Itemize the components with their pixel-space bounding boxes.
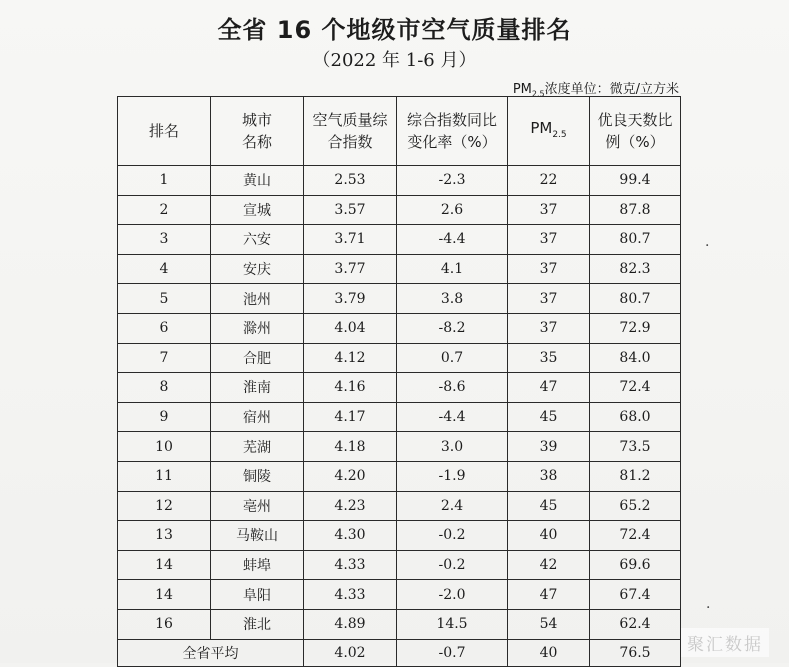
cell-rank: 11: [118, 461, 211, 491]
cell-change: -1.9: [397, 461, 508, 491]
header-good-line1: 优良天数比: [597, 111, 673, 129]
header-change-line2: 变化率（%）: [407, 133, 497, 151]
table-row: [118, 580, 681, 610]
cell-change: -8.2: [397, 313, 508, 343]
cell-good-days: 65.2: [590, 491, 681, 521]
cell-change: -4.4: [397, 402, 508, 432]
cell-city: 合肥: [211, 343, 304, 373]
cell-pm25: 47: [508, 373, 590, 403]
cell-change: -8.6: [397, 373, 508, 403]
cell-city: 黄山: [211, 166, 304, 196]
cell-rank: 13: [118, 521, 211, 551]
average-change: -0.7: [397, 639, 508, 666]
unit-suffix: 浓度单位：微克/立方米: [544, 82, 679, 97]
cell-change: 3.0: [397, 432, 508, 462]
cell-rank: 12: [118, 491, 211, 521]
cell-good-days: 80.7: [590, 225, 681, 255]
cell-rank: 9: [118, 402, 211, 432]
cell-change: 4.1: [397, 254, 508, 284]
cell-index: 2.53: [304, 166, 397, 196]
cell-city: 滁州: [211, 313, 304, 343]
cell-pm25: 37: [508, 254, 590, 284]
header-change-line1: 综合指数同比: [406, 111, 497, 129]
cell-good-days: 68.0: [590, 402, 681, 432]
table-row: [118, 521, 681, 551]
cell-change: -4.4: [397, 225, 508, 255]
table-row: [118, 284, 681, 314]
header-change: [397, 97, 508, 166]
table-row: [118, 373, 681, 403]
table-row: [118, 343, 681, 373]
cell-index: 4.30: [304, 521, 397, 551]
unit-sub: 2.5: [531, 89, 545, 99]
cell-good-days: 99.4: [590, 166, 681, 196]
cell-pm25: 45: [508, 402, 590, 432]
cell-change: 14.5: [397, 609, 508, 639]
cell-pm25: 37: [508, 195, 590, 225]
cell-change: 2.4: [397, 491, 508, 521]
cell-pm25: 37: [508, 225, 590, 255]
cell-good-days: 72.9: [590, 313, 681, 343]
cell-good-days: 84.0: [590, 343, 681, 373]
cell-pm25: 40: [508, 521, 590, 551]
cell-city: 六安: [211, 225, 304, 255]
average-row: [118, 639, 681, 666]
cell-change: -0.2: [397, 550, 508, 580]
cell-index: 3.57: [304, 195, 397, 225]
table-row: [118, 461, 681, 491]
cell-index: 4.20: [304, 461, 397, 491]
cell-rank: 6: [118, 313, 211, 343]
table-row: [118, 550, 681, 580]
cell-rank: 5: [118, 284, 211, 314]
ranking-table: [117, 96, 681, 667]
average-pm25: 40: [508, 639, 590, 666]
cell-index: 4.17: [304, 402, 397, 432]
cell-good-days: 87.8: [590, 195, 681, 225]
cell-rank: 16: [118, 609, 211, 639]
cell-city: 芜湖: [211, 432, 304, 462]
speck-mark: ·: [705, 238, 710, 254]
cell-pm25: 54: [508, 609, 590, 639]
table-row: [118, 313, 681, 343]
table-row: [118, 225, 681, 255]
cell-good-days: 73.5: [590, 432, 681, 462]
cell-index: 3.77: [304, 254, 397, 284]
cell-rank: 8: [118, 373, 211, 403]
cell-city: 亳州: [211, 491, 304, 521]
average-label: 全省平均: [118, 639, 304, 666]
table-row: [118, 432, 681, 462]
cell-rank: 3: [118, 225, 211, 255]
table-row: [118, 195, 681, 225]
cell-city: 宿州: [211, 402, 304, 432]
cell-pm25: 45: [508, 491, 590, 521]
cell-rank: 1: [118, 166, 211, 196]
table-row: [118, 491, 681, 521]
cell-rank: 14: [118, 550, 211, 580]
cell-good-days: 72.4: [590, 373, 681, 403]
table-header-row: [118, 97, 681, 166]
cell-city: 阜阳: [211, 580, 304, 610]
cell-index: 3.79: [304, 284, 397, 314]
cell-rank: 7: [118, 343, 211, 373]
header-pm-prefix: PM: [530, 118, 553, 137]
cell-change: 3.8: [397, 284, 508, 314]
average-index: 4.02: [304, 639, 397, 666]
header-pm-sub: 2.5: [552, 129, 567, 140]
cell-good-days: 82.3: [590, 254, 681, 284]
cell-good-days: 81.2: [590, 461, 681, 491]
cell-city: 蚌埠: [211, 550, 304, 580]
header-index: [304, 97, 397, 166]
cell-pm25: 38: [508, 461, 590, 491]
cell-good-days: 67.4: [590, 580, 681, 610]
cell-good-days: 62.4: [590, 609, 681, 639]
watermark: 聚汇数据: [681, 628, 769, 657]
average-good-days: 76.5: [590, 639, 681, 666]
cell-city: 马鞍山: [211, 521, 304, 551]
cell-index: 4.16: [304, 373, 397, 403]
table-row: [118, 166, 681, 196]
cell-index: 4.23: [304, 491, 397, 521]
cell-city: 淮南: [211, 373, 304, 403]
cell-city: 宣城: [211, 195, 304, 225]
unit-prefix: PM: [512, 82, 532, 97]
header-index-line1: 空气质量综: [312, 111, 388, 129]
cell-index: 4.04: [304, 313, 397, 343]
cell-change: 0.7: [397, 343, 508, 373]
speck-mark: ·: [706, 600, 711, 616]
cell-pm25: 37: [508, 284, 590, 314]
cell-city: 铜陵: [211, 461, 304, 491]
cell-pm25: 22: [508, 166, 590, 196]
document-title: 全省 16 个地级市空气质量排名: [217, 16, 572, 44]
cell-rank: 10: [118, 432, 211, 462]
cell-index: 4.12: [304, 343, 397, 373]
table-row: [118, 254, 681, 284]
header-city: [211, 97, 304, 166]
cell-pm25: 42: [508, 550, 590, 580]
cell-rank: 4: [118, 254, 211, 284]
cell-index: 4.33: [304, 550, 397, 580]
cell-pm25: 37: [508, 313, 590, 343]
cell-pm25: 35: [508, 343, 590, 373]
header-index-line2: 合指数: [327, 133, 373, 151]
cell-change: 2.6: [397, 195, 508, 225]
header-city-line1: 城市: [241, 111, 272, 129]
cell-rank: 2: [118, 195, 211, 225]
cell-city: 淮北: [211, 609, 304, 639]
header-rank: 排名: [118, 97, 211, 166]
cell-index: 3.71: [304, 225, 397, 255]
cell-pm25: 39: [508, 432, 590, 462]
cell-rank: 14: [118, 580, 211, 610]
cell-city: 安庆: [211, 254, 304, 284]
cell-good-days: 72.4: [590, 521, 681, 551]
cell-good-days: 69.6: [590, 550, 681, 580]
cell-index: 4.33: [304, 580, 397, 610]
document-subtitle: （2022 年 1-6 月）: [312, 50, 477, 71]
cell-change: -2.3: [397, 166, 508, 196]
cell-index: 4.18: [304, 432, 397, 462]
cell-index: 4.89: [304, 609, 397, 639]
header-good-days: [590, 97, 681, 166]
table-row: [118, 609, 681, 639]
header-good-line2: 例（%）: [605, 133, 665, 151]
table-row: [118, 402, 681, 432]
cell-change: -0.2: [397, 521, 508, 551]
cell-good-days: 80.7: [590, 284, 681, 314]
cell-city: 池州: [211, 284, 304, 314]
cell-change: -2.0: [397, 580, 508, 610]
header-pm25: [508, 97, 590, 166]
header-city-line2: 名称: [241, 133, 272, 151]
cell-pm25: 47: [508, 580, 590, 610]
